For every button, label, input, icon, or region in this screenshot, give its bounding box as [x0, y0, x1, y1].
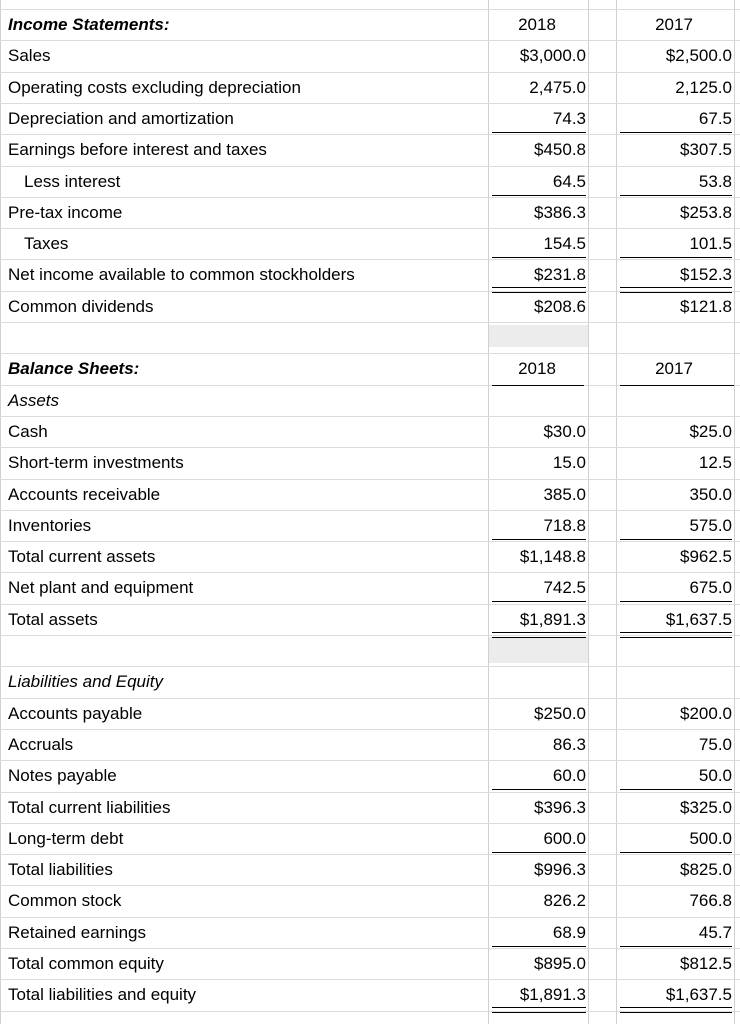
income-row-label: Common dividends [8, 297, 154, 316]
liability-row-label: Total current liabilities [8, 798, 171, 817]
liability-value-2018: 600.0 [488, 823, 586, 854]
asset-value-2018: 742.5 [488, 572, 586, 603]
asset-row-label: Accounts receivable [8, 485, 161, 504]
balance-year-2017-header: 2017 [655, 359, 693, 378]
income-year-2018-header: 2018 [518, 15, 556, 34]
liability-row-label: Notes payable [8, 766, 117, 785]
income-value-2018: 2,475.0 [529, 78, 586, 97]
balance-year-2018-header: 2018 [518, 359, 556, 378]
income-value-2018: $231.8 [488, 259, 586, 290]
liability-value-2018: $895.0 [534, 954, 586, 973]
asset-value-2018: 718.8 [488, 510, 586, 541]
income-value-2017: $2,500.0 [665, 46, 732, 65]
liability-row-label: Total common equity [8, 954, 164, 973]
liability-value-2018: 826.2 [543, 891, 586, 910]
asset-value-2017: 350.0 [689, 485, 732, 504]
liability-value-2018: 60.0 [488, 760, 586, 791]
asset-value-2017: 675.0 [616, 572, 732, 603]
liability-value-2017: $325.0 [680, 798, 732, 817]
liability-row-label: Retained earnings [8, 923, 146, 942]
income-row-label: Earnings before interest and taxes [8, 140, 267, 159]
liability-value-2017: 50.0 [616, 760, 732, 791]
income-value-2017: $307.5 [680, 140, 732, 159]
liability-row-label: Total liabilities and equity [8, 985, 197, 1004]
liability-value-2017: 45.7 [616, 917, 732, 948]
liability-row-label: Total liabilities [8, 860, 113, 879]
balance-sheet-title: Balance Sheets: [8, 359, 140, 378]
income-value-2017: $152.3 [616, 259, 732, 290]
asset-value-2018: 385.0 [543, 485, 586, 504]
blank-band [488, 637, 588, 663]
liability-value-2017: $825.0 [680, 860, 732, 879]
blank-band [488, 325, 588, 347]
income-row-label: Operating costs excluding depreciation [8, 78, 301, 97]
income-row-label: Pre-tax income [8, 203, 123, 222]
asset-value-2018: $30.0 [543, 422, 586, 441]
asset-row-label: Net plant and equipment [8, 578, 194, 597]
income-row-label: Depreciation and amortization [8, 109, 234, 128]
liability-value-2018: $396.3 [534, 798, 586, 817]
liability-value-2017: 75.0 [698, 735, 732, 754]
income-value-2018: 74.3 [488, 103, 586, 134]
liabilities-equity-heading: Liabilities and Equity [8, 672, 163, 691]
asset-value-2018: 15.0 [552, 453, 586, 472]
liability-row-label: Long-term debt [8, 829, 124, 848]
income-value-2018: $386.3 [534, 203, 586, 222]
liability-value-2017: $1,637.5 [616, 979, 732, 1010]
liability-value-2018: 86.3 [552, 735, 586, 754]
income-year-2017-header: 2017 [655, 15, 693, 34]
liability-value-2017: 766.8 [689, 891, 732, 910]
header-rule [492, 385, 584, 386]
grid-column-line [0, 0, 1, 1024]
grid-column-line [734, 0, 735, 1024]
asset-value-2017: $1,637.5 [616, 604, 732, 635]
liability-value-2017: 500.0 [616, 823, 732, 854]
income-value-2017: 2,125.0 [675, 78, 732, 97]
income-value-2017: $121.8 [680, 297, 732, 316]
liability-value-2018: $1,891.3 [488, 979, 586, 1010]
asset-row-label: Inventories [8, 516, 92, 535]
grid-column-line [588, 0, 589, 1024]
income-row-label: Sales [8, 46, 51, 65]
liability-value-2018: $996.3 [534, 860, 586, 879]
asset-value-2017: $962.5 [680, 547, 732, 566]
income-value-2017: 53.8 [616, 166, 732, 197]
income-value-2018: 64.5 [488, 166, 586, 197]
asset-value-2018: $1,148.8 [519, 547, 586, 566]
asset-row-label: Short-term investments [8, 453, 184, 472]
liability-value-2017: $812.5 [680, 954, 732, 973]
liability-value-2017: $200.0 [680, 704, 732, 723]
liability-row-label: Common stock [8, 891, 122, 910]
income-row-label: Taxes [24, 234, 69, 253]
assets-heading: Assets [8, 391, 60, 410]
income-value-2018: $208.6 [534, 297, 586, 316]
header-rule [620, 385, 734, 386]
asset-row-label: Cash [8, 422, 48, 441]
asset-value-2017: 12.5 [698, 453, 732, 472]
income-value-2018: $3,000.0 [519, 46, 586, 65]
asset-value-2017: 575.0 [616, 510, 732, 541]
liability-row-label: Accruals [8, 735, 74, 754]
income-value-2018: $450.8 [534, 140, 586, 159]
asset-value-2017: $25.0 [689, 422, 732, 441]
income-value-2017: 101.5 [616, 228, 732, 259]
grid-row-line [0, 322, 740, 323]
liability-value-2018: $250.0 [534, 704, 586, 723]
liability-value-2018: 68.9 [488, 917, 586, 948]
income-value-2017: $253.8 [680, 203, 732, 222]
income-row-label: Net income available to common stockholders [8, 265, 355, 284]
asset-row-label: Total current assets [8, 547, 156, 566]
liability-row-label: Accounts payable [8, 704, 143, 723]
income-value-2017: 67.5 [616, 103, 732, 134]
income-statement-title: Income Statements: [8, 15, 170, 34]
income-value-2018: 154.5 [488, 228, 586, 259]
asset-value-2018: $1,891.3 [488, 604, 586, 635]
income-row-label: Less interest [24, 172, 121, 191]
asset-row-label: Total assets [8, 610, 98, 629]
